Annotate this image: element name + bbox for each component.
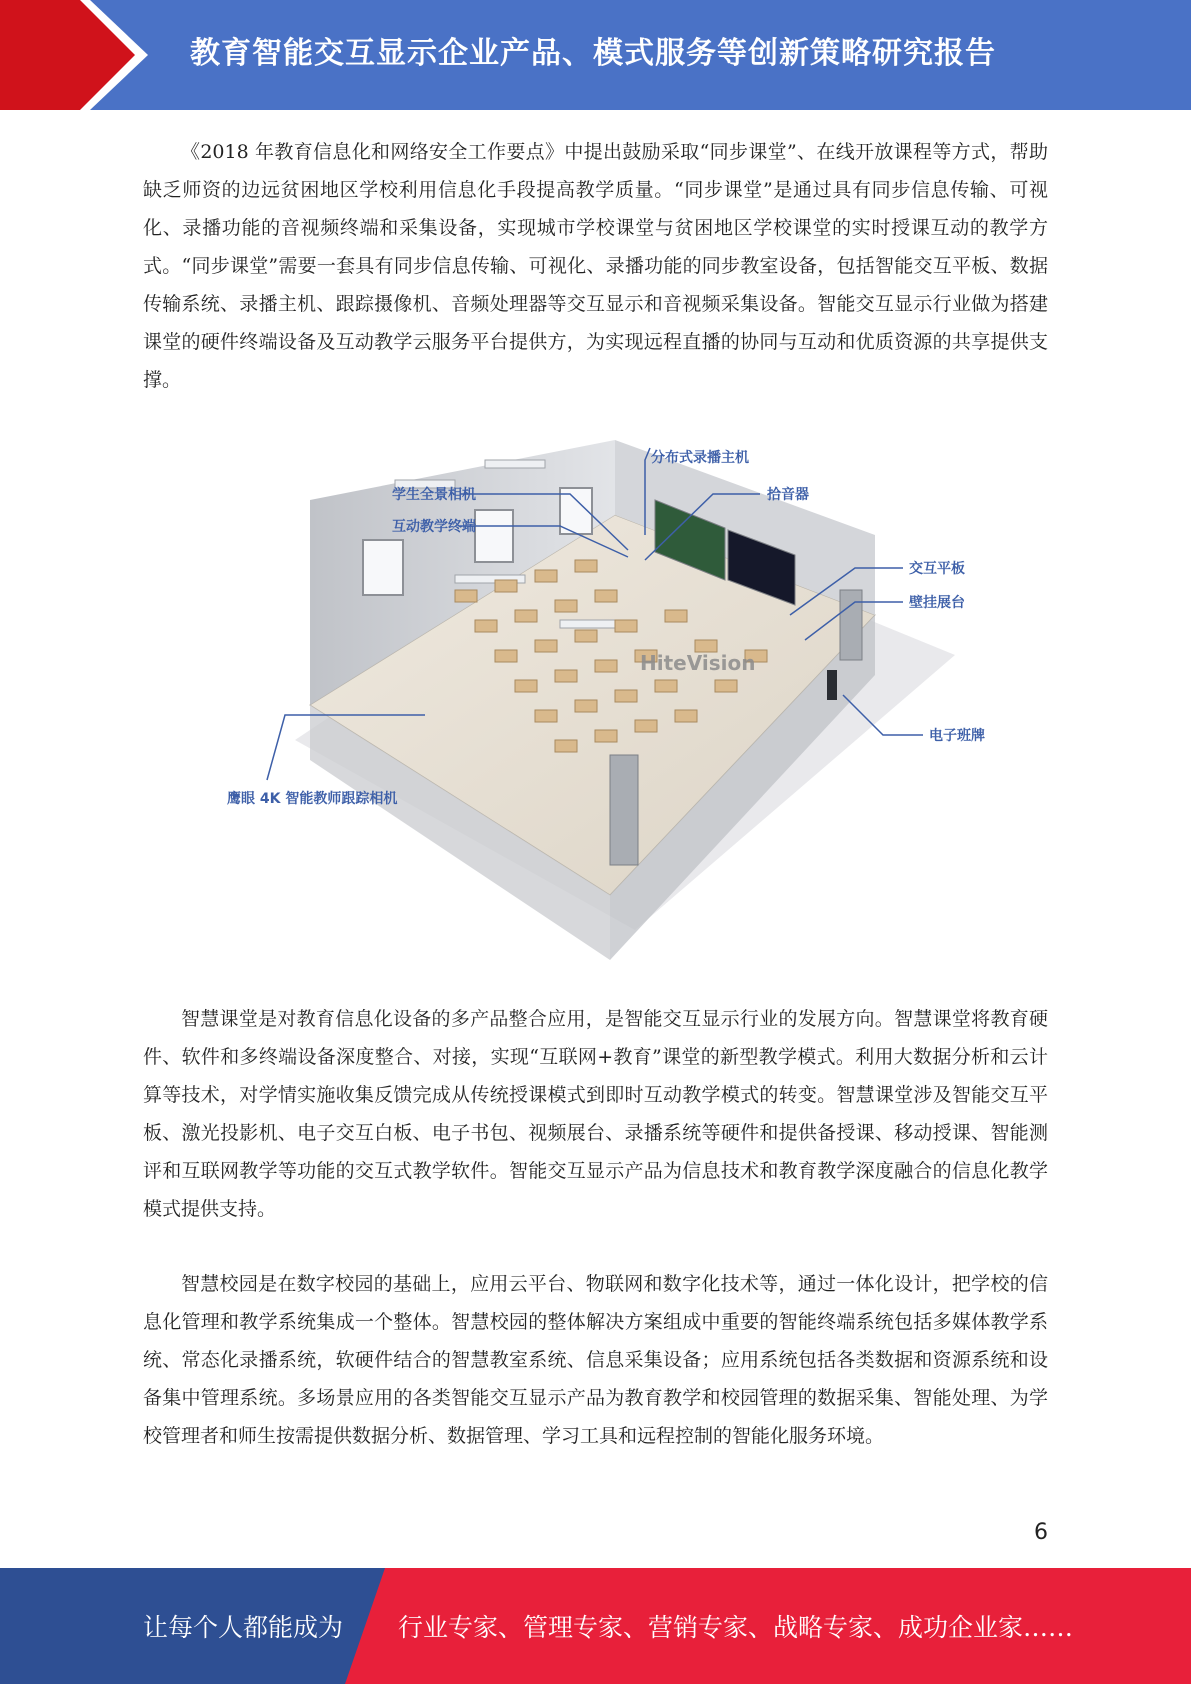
label-interactive-panel: 交互平板 [909, 561, 965, 577]
page-footer [0, 1568, 1191, 1684]
classroom-illustration [215, 440, 1055, 960]
door [610, 755, 638, 865]
door [840, 590, 862, 660]
page-header [0, 0, 1191, 110]
report-title: 教育智能交互显示企业产品、模式服务等创新策略研究报告 [190, 36, 996, 71]
window [475, 510, 513, 562]
label-interactive-terminal: 互动教学终端 [392, 519, 476, 535]
footer-slogan-right: 行业专家、管理专家、营销专家、战略专家、成功企业家…… [398, 1613, 1074, 1642]
ceiling-light [485, 460, 545, 468]
smart-classroom-figure [215, 440, 1055, 960]
label-recorder: 分布式录播主机 [651, 450, 749, 466]
page-number: 6 [1034, 1520, 1048, 1545]
paragraph-sync-classroom: 《2018 年教育信息化和网络安全工作要点》中提出鼓励采取“同步课堂”、在线开放课程等方式，帮助缺乏师资的边远贫困地区学校利用信息化手段提高教学质量。“同步课堂”是通过具有同步信息传输、可视化、录播功能的音视频终端和采集设备，实现城市学校课堂与贫困地区学校课堂的实时授课互动的教学方式。“同步课堂”需要一套具有同步信息传输、可视化、录播功能的同步教室设备，包括智能交互平板、数据传输系统、录播主机、跟踪摄像机、音频处理器等交互显示和音视频采集设备。智能交互显示行业做为搭建课堂的硬件终端设备及互动教学云服务平台提供方，为实现远程直播的协同与互动和优质资源的共享提供支撑。 [143, 141, 1048, 391]
label-teacher-tracking-camera: 鹰眼 4K 智能教师跟踪相机 [227, 791, 398, 807]
label-student-camera: 学生全景相机 [392, 487, 476, 503]
paragraph-smart-campus: 智慧校园是在数字校园的基础上，应用云平台、物联网和数字化技术等，通过一体化设计，把学校的信息化管理和教学系统集成一个整体。智慧校园的整体解决方案组成中重要的智能终端系统包括多媒体教学系统、常态化录播系统，软硬件结合的智慧教室系统、信息采集设备；应用系统包括各类数据和资源系统和设备集中管理系统。多场景应用的各类智能交互显示产品为教育教学和校园管理的数据采集、智能处理、为学校管理者和师生按需提供数据分析、数据管理、学习工具和远程控制的智能化服务环境。 [143, 1273, 1048, 1447]
header-arrow-decoration [0, 0, 150, 110]
label-electronic-signage: 电子班牌 [929, 728, 985, 744]
paragraph-smart-classroom: 智慧课堂是对教育信息化设备的多产品整合应用，是智能交互显示行业的发展方向。智慧课堂将教育硬件、软件和多终端设备深度整合、对接，实现“互联网+教育”课堂的新型教学模式。利用大数据分析和云计算等技术，对学情实施收集反馈完成从传统授课模式到即时互动教学模式的转变。智慧课堂涉及智能交互平板、激光投影机、电子交互白板、电子书包、视频展台、录播系统等硬件和提供备授课、移动授课、智能测评和互联网教学等功能的交互式教学软件。智能交互显示产品为信息技术和教育教学深度融合的信息化教学模式提供支持。 [143, 1008, 1048, 1220]
signage-device [827, 670, 837, 700]
label-microphone: 拾音器 [767, 487, 809, 503]
window [363, 540, 403, 595]
footer-slogan-left: 让每个人都能成为 [143, 1613, 344, 1642]
label-wall-stand: 壁挂展台 [909, 595, 965, 611]
brand-watermark: HiteVision [640, 651, 756, 675]
